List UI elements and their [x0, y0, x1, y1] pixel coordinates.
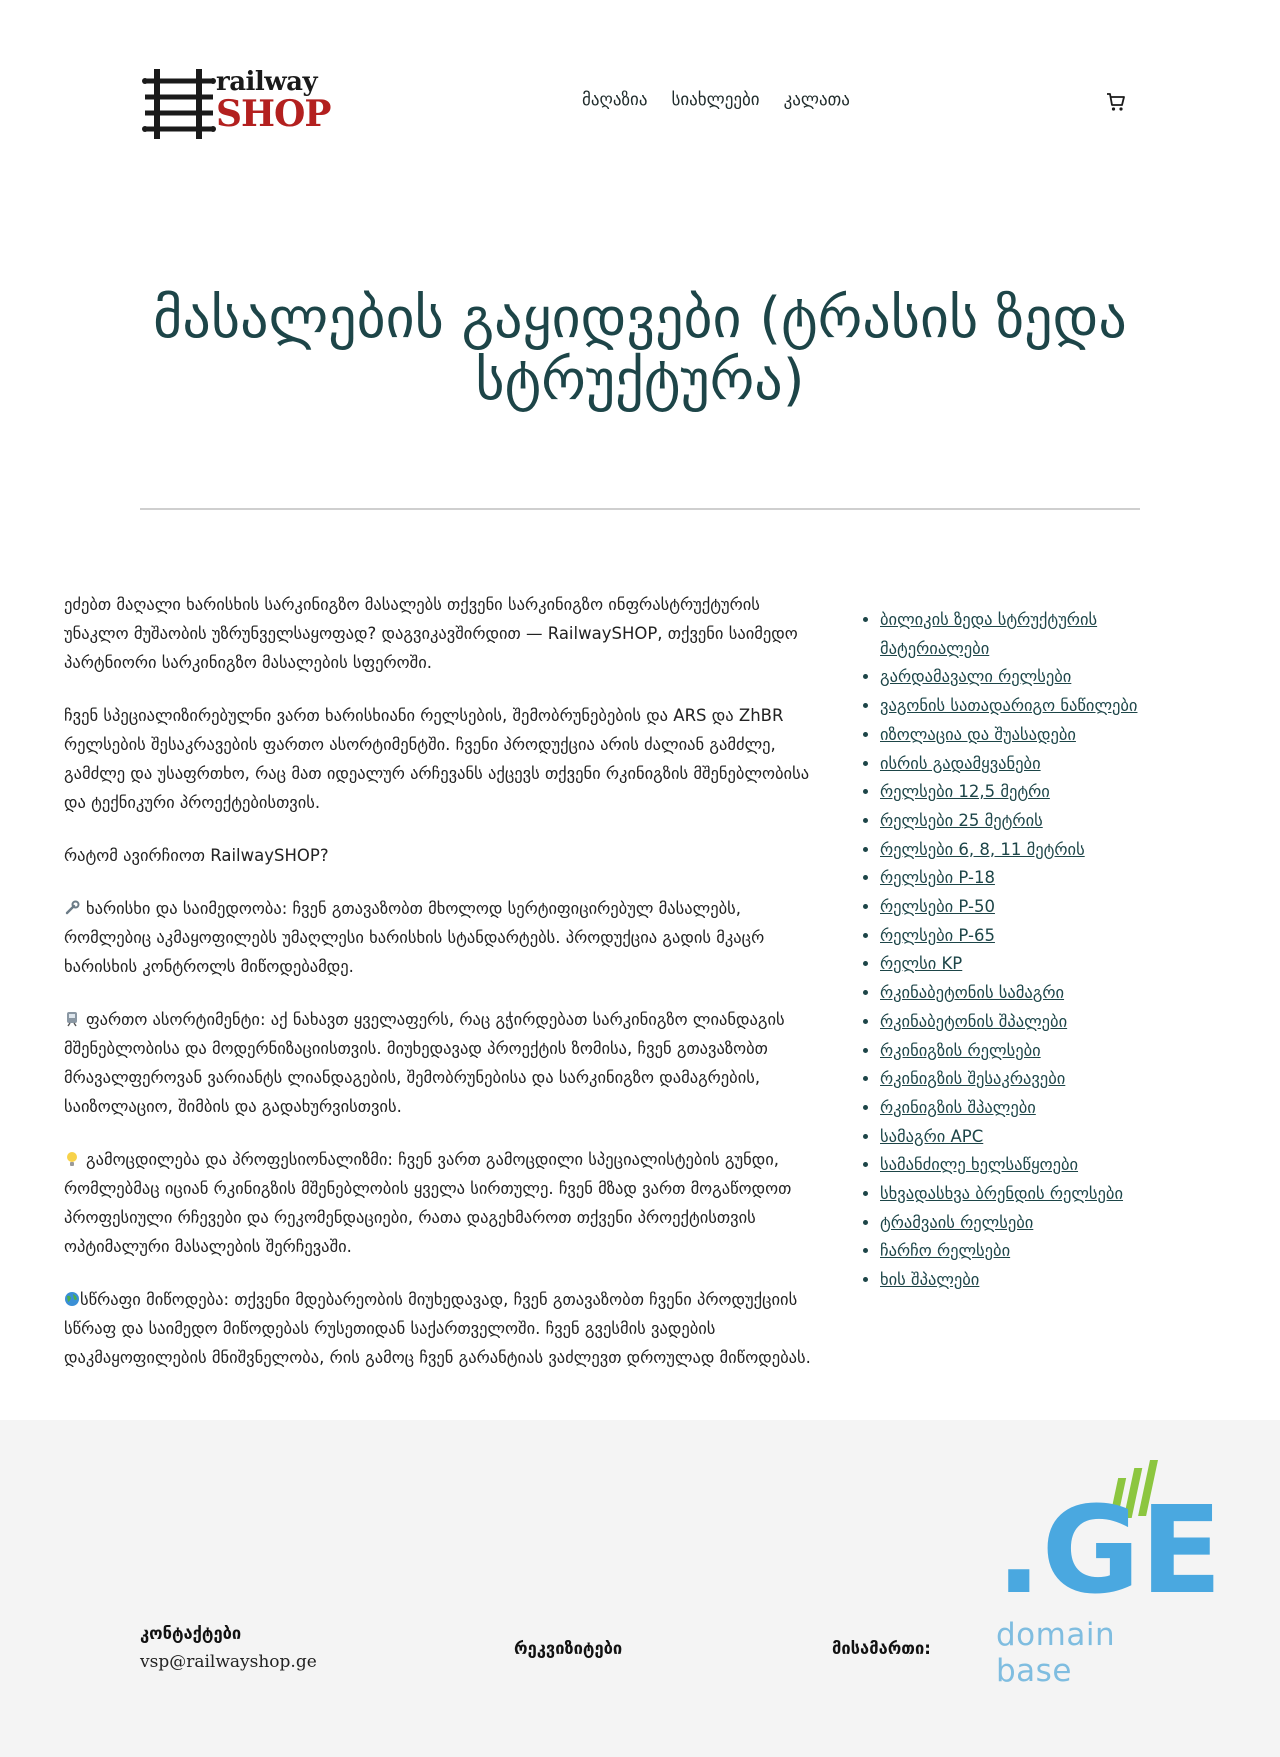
list-item [880, 922, 1200, 951]
list-item [880, 1037, 1200, 1066]
list-item [880, 778, 1200, 807]
category-link[interactable]: ვაგონის სათადარიგო ნაწილები [880, 696, 1138, 716]
category-link[interactable]: ბილიკის ზედა სტრუქტურის მატერიალები [880, 610, 1098, 658]
category-link[interactable]: რელსები P-50 [880, 897, 995, 917]
feature-delivery [64, 1285, 824, 1372]
main-content [64, 590, 824, 1396]
category-link[interactable]: რელსები P-65 [880, 925, 995, 945]
list-item [880, 1209, 1200, 1238]
category-list [858, 606, 1200, 1295]
feature-quality [64, 894, 824, 981]
train-icon [64, 1011, 80, 1027]
ge-domain-logo-icon [996, 1460, 1223, 1621]
list-item [880, 692, 1200, 721]
list-item [880, 663, 1200, 692]
page-title: მასალების გაყიდვები (ტრასის ზედა სტრუქტურა) [153, 286, 1127, 413]
ge-logo-tagline: domain base [996, 1617, 1116, 1689]
category-link[interactable]: რელსები 6, 8, 11 მეტრის [880, 839, 1085, 859]
rail-track-icon [143, 67, 215, 141]
category-link[interactable]: სამაგრი APC [880, 1126, 984, 1146]
intro-paragraph: ეძებთ მაღალი ხარისხის სარკინიგზო მასალებს თქვენი სარკინიგზო ინფრასტრუქტურის უნაკლო მუშაობის უზრუნველსაყოფად? დაგვიკავშირდით — RailwaySHOP, თქვენი საიმედო პარტნიორი სარკინიგზო მასალების სფეროში. [64, 595, 798, 672]
category-link[interactable]: რკინიგზის რელსები [880, 1040, 1041, 1060]
ge-domain-badge[interactable] [996, 1460, 1223, 1689]
site-logo[interactable] [143, 67, 348, 141]
category-link[interactable]: რელსები 25 მეტრის [880, 810, 1043, 830]
feature-delivery-text: სწრაფი მიწოდება: თქვენი მდებარეობის მიუხედავად, ჩვენ გთავაზობთ ჩვენი პროდუქციის სწრაფ და საიმედო მიწოდებას რუსეთიდან საქართველოში. ჩვენ გვესმის ვადების დაკმაყოფილების მნიშვნელობა, რის გამოც ჩვენ გარანტიას ვაძლევთ დროულად მიწოდებას. [64, 1290, 811, 1367]
category-link[interactable]: ხის შპალები [880, 1270, 980, 1290]
list-item [880, 750, 1200, 779]
category-link[interactable]: სხვადასხვა ბრენდის რელსები [880, 1184, 1124, 1204]
footer-address-title: მისამართი: [832, 1639, 931, 1658]
wrench-icon [64, 900, 80, 916]
site-footer [0, 1420, 1280, 1757]
feature-assortment-text: ფართო ასორტიმენტი: აქ ნახავთ ყველაფერს, რაც გჭირდებათ სარკინიგზო ლიანდაგის მშენებლობისა და მოდერნიზაციისთვის. მიუხედავად პროექტის ზომისა, ჩვენ გთავაზობთ მრავალფეროვან ვარიანტს ლიანდაგების, შემობრუნებისა და სარკინიგზო დამაგრების, საიზოლაციო, შიმბის და გადახურვისთვის. [64, 1010, 785, 1116]
list-item [880, 1237, 1200, 1266]
category-link[interactable]: რკინიგზის შესაკრავები [880, 1069, 1066, 1089]
category-link[interactable]: რკინიგზის შპალები [880, 1097, 1036, 1117]
category-link[interactable]: რელსები P-18 [880, 868, 995, 888]
category-link[interactable]: იზოლაცია და შუასადები [880, 724, 1076, 744]
list-item [880, 1065, 1200, 1094]
feature-experience [64, 1145, 824, 1261]
list-item [880, 721, 1200, 750]
category-link[interactable]: ტრამვაის რელსები [880, 1212, 1034, 1232]
category-link[interactable]: გარდამავალი რელსები [880, 667, 1072, 687]
nav-link-news[interactable]: სიახლეები [671, 90, 760, 110]
category-link[interactable]: რელსები 12,5 მეტრი [880, 782, 1050, 802]
feature-experience-text: გამოცდილება და პროფესიონალიზმი: ჩვენ ვართ გამოცდილი სპეციალისტების გუნდი, რომლებმაც იციან რკინიგზის მშენებლობის ყველა სირთულე. ჩვენ მზად ვართ მოგაწოდოთ პროფესიული რჩევები და რეკომენდაციები, რათა დაგეხმაროთ თქვენი პროექტისთვის ოპტიმალური მასალების შერჩევაში. [64, 1150, 792, 1256]
footer-contacts-title: კონტაქტები [140, 1624, 242, 1643]
ge-logo-text: .GE [996, 1482, 1223, 1621]
category-link[interactable]: რელსი KP [880, 954, 963, 974]
category-link[interactable]: ჩარჩო რელსები [880, 1241, 1011, 1261]
footer-requisites-title: რეკვიზიტები [514, 1639, 623, 1658]
list-item [880, 1123, 1200, 1152]
category-link[interactable]: სამანძილე ხელსაწყოები [880, 1155, 1079, 1175]
assortment-paragraph: ჩვენ სპეციალიზირებულნი ვართ ხარისხიანი რელსების, შემობრუნებების და ARS და ZhBR რელსების შესაკრავების ფართო ასორტიმენტში. ჩვენი პროდუქცია არის ძალიან გამძლე, გამძლე და უსაფრთხო, რაც მათ იდეალურ არჩევანს აქცევს თქვენი რკინიგზის მშენებლობისა და ტექნიკური პროექტებისთვის. [64, 706, 810, 812]
nav-link-cart[interactable]: კალათა [783, 90, 850, 110]
globe-icon [64, 1291, 80, 1307]
title-divider [140, 508, 1140, 510]
list-item [880, 893, 1200, 922]
list-item [880, 864, 1200, 893]
list-item [880, 979, 1200, 1008]
list-item [880, 1008, 1200, 1037]
list-item [880, 807, 1200, 836]
list-item [880, 1094, 1200, 1123]
footer-email-link[interactable]: vsp@railwayshop.ge [140, 1652, 317, 1672]
list-item [880, 1266, 1200, 1295]
main-nav [582, 88, 850, 112]
why-us-heading: რატომ ავირჩიოთ RailwaySHOP? [64, 846, 329, 865]
feature-assortment [64, 1005, 824, 1121]
list-item [880, 950, 1200, 979]
category-link[interactable]: ისრის გადამყვანები [880, 753, 1041, 773]
feature-quality-text: ხარისხი და საიმედოობა: ჩვენ გთავაზობთ მხოლოდ სერტიფიცირებულ მასალებს, რომლებიც აკმაყოფილებს უმაღლესი ხარისხის სტანდარტებს. პროდუქცია გადის მკაცრ ხარისხის კონტროლს მიწოდებამდე. [64, 899, 765, 976]
lightbulb-icon [64, 1151, 80, 1167]
list-item [880, 606, 1200, 663]
list-item [880, 1180, 1200, 1209]
list-item [880, 1151, 1200, 1180]
logo-text-railway: railway [216, 67, 318, 97]
shopping-cart-icon[interactable] [1106, 92, 1126, 112]
category-link[interactable]: რკინაბეტონის სამაგრი [880, 983, 1065, 1003]
category-link[interactable]: რკინაბეტონის შპალები [880, 1011, 1068, 1031]
nav-link-shop[interactable]: მაღაზია [582, 90, 648, 110]
list-item [880, 836, 1200, 865]
site-header [0, 0, 1280, 200]
logo-text-shop: SHOP [216, 93, 331, 135]
